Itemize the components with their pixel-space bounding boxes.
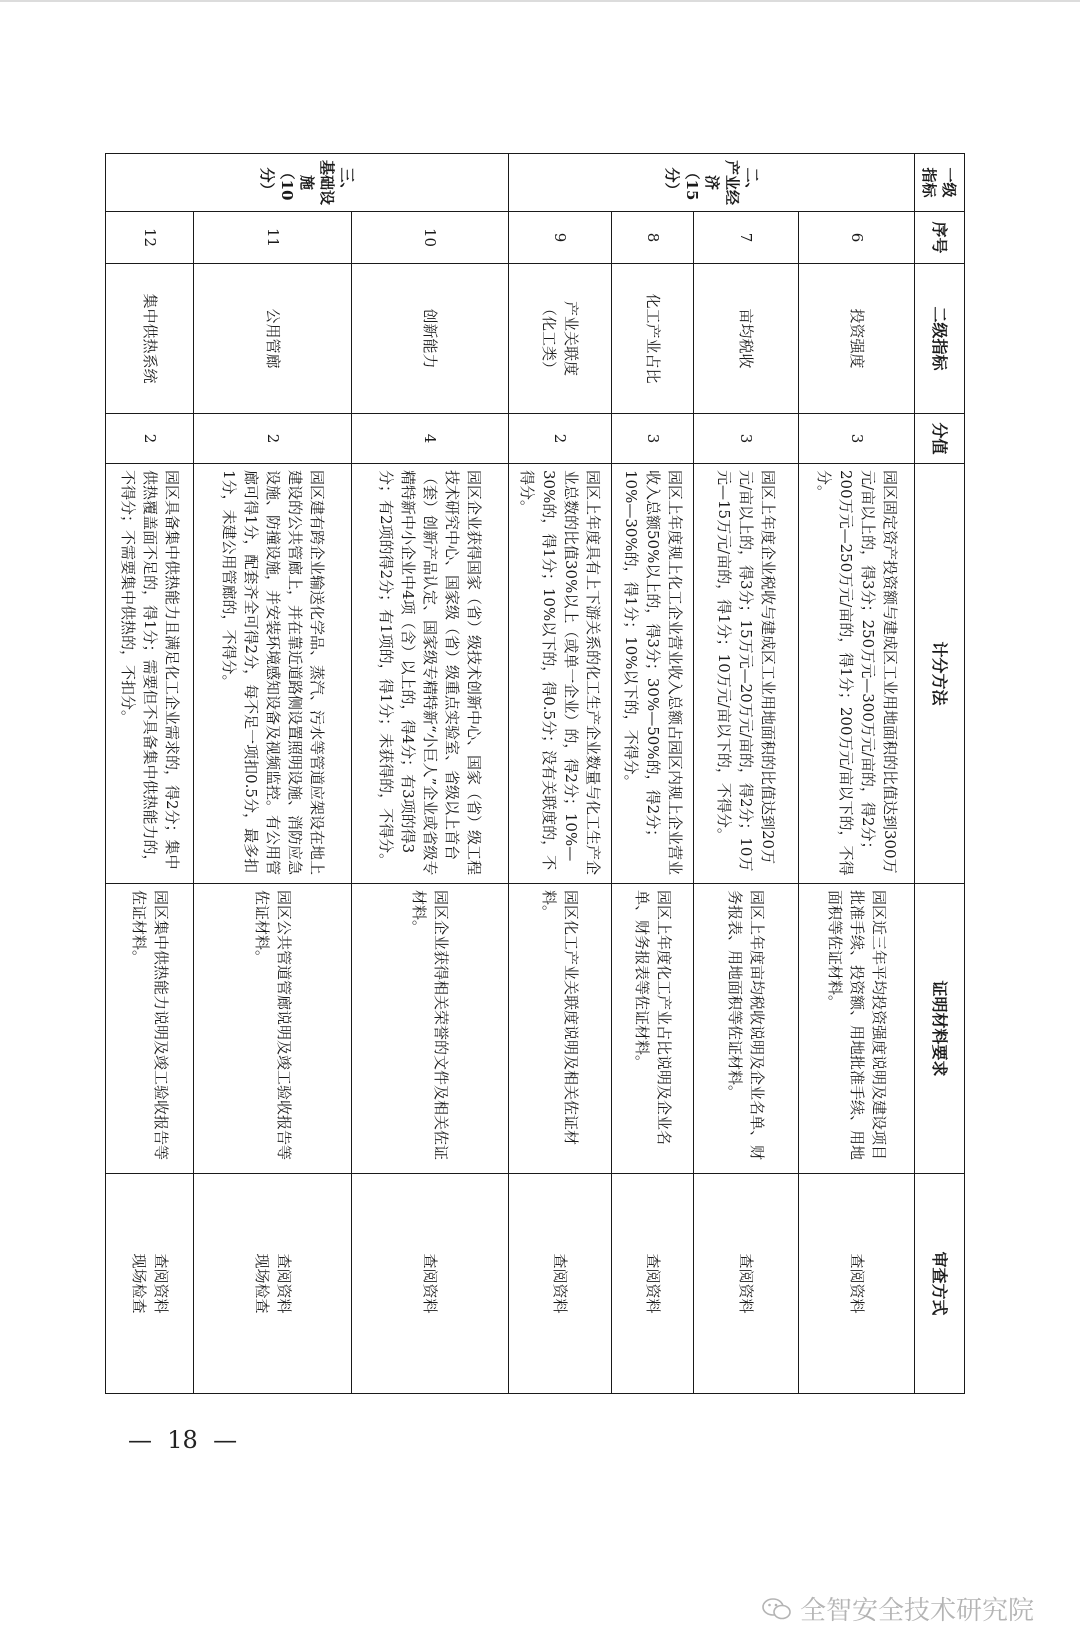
table-row (351, 154, 509, 1394)
row-seq: 6 (799, 212, 915, 264)
row-seq: 10 (351, 212, 509, 264)
row-score: 3 (694, 414, 799, 464)
header-method: 计分方法 (915, 464, 965, 884)
top-border (0, 0, 1080, 2)
row-method: 园区上年度企业税收与建成区工业用地面积的比值达到20万元/亩以上的，得3分；15万元—20万元/亩的，得2分；10万元—15万元/亩的，得1分；10万元/亩以下的，不得分。 (694, 464, 799, 884)
row-review: 查阅资料 (612, 1174, 694, 1394)
header-level1: 一级 指标 (915, 154, 965, 212)
dash-right: — (213, 1426, 238, 1454)
row-method: 园区建有跨企业输送化学品、蒸汽、污水等管道应架设在地上建设的公共管廊上，并在靠近道路侧设置照明设施、消防应急设施、防撞设施，并安装环境感知设备及视频监控。有公用管廊可得1分，配套齐全可得2分，每不足一项扣0.5分，最多扣1分，未建公用管廊的，不得分。 (194, 464, 352, 884)
row-seq: 11 (194, 212, 352, 264)
header-evidence: 证明材料要求 (915, 884, 965, 1174)
header-level2: 二级指标 (915, 264, 965, 414)
row-evidence: 园区集中供热能力说明及竣工验收报告等佐证材料。 (106, 884, 194, 1174)
header-seq: 序号 (915, 212, 965, 264)
row-level2: 集中供热系统 (106, 264, 194, 414)
row-evidence: 园区近三年平均投资强度说明及建设项目批准手续、投资额、用地批准手续、用地面积等佐证材料。 (799, 884, 915, 1174)
row-score: 2 (509, 414, 612, 464)
row-score: 2 (194, 414, 352, 464)
row-review: 查阅资料 (509, 1174, 612, 1394)
row-score: 4 (351, 414, 509, 464)
row-seq: 7 (694, 212, 799, 264)
dash-left: — (128, 1426, 152, 1454)
row-score: 3 (612, 414, 694, 464)
row-level2: 公用管廊 (194, 264, 352, 414)
row-review: 查阅资料 (351, 1174, 509, 1394)
header-score: 分值 (915, 414, 965, 464)
row-method: 园区固定资产投资额与建成区工业用地面积的比值达到300万元/亩以上的，得3分；250万元—300万元/亩的，得2分；200万元—250万元/亩的，得1分；200万元/亩以下的，不得分。 (799, 464, 915, 884)
row-score: 2 (106, 414, 194, 464)
row-review: 查阅资料 现场检查 (194, 1174, 352, 1394)
table-row (799, 154, 915, 1394)
row-review: 查阅资料 (799, 1174, 915, 1394)
row-method: 园区上年度规上化工企业营业收入总额占园区内规上企业营业收入总额50%以上的，得3分；30%—50%的，得2分；10%—30%的，得1分；10%以下的，不得分。 (612, 464, 694, 884)
group-infrastructure: 三、 基础设施 （10分） (106, 154, 509, 212)
table-row (509, 154, 612, 1394)
row-method: 园区具备集中供热能力且满足化工企业需求的，得2分；集中供热覆盖面不足的，得1分；需要但不具备集中供热能力的，不得分；不需要集中供热的，不扣分。 (106, 464, 194, 884)
row-level2: 投资强度 (799, 264, 915, 414)
evaluation-table (105, 153, 965, 1394)
row-review: 查阅资料 现场检查 (106, 1174, 194, 1394)
header-row (915, 154, 965, 1394)
row-evidence: 园区公共管道管廊说明及竣工验收报告等佐证材料。 (194, 884, 352, 1174)
row-level2: 亩均税收 (694, 264, 799, 414)
row-review: 查阅资料 (694, 1174, 799, 1394)
row-evidence: 园区企业获得相关荣誉的文件及相关佐证材料。 (351, 884, 509, 1174)
header-review: 审查方式 (915, 1174, 965, 1394)
table-row (694, 154, 799, 1394)
row-method: 园区企业获得国家（省）级技术创新中心、国家（省）级工程技术研究中心、国家级（省）级重点实验室、省级以上首台（套）创新产品认定、国家级专精特新“小巨人”企业或省级专精特新中小企业中4项（含）以上的，得4分；有3项的得3分；有2项的得2分；有1项的，得1分；未获得的，不得分。 (351, 464, 509, 884)
table-row (106, 154, 194, 1394)
watermark (762, 1590, 1034, 1627)
row-seq: 12 (106, 212, 194, 264)
row-method: 园区上年度具有上下游关系的化工生产企业数量与化工生产企业总数的比值30%以上（或单一企业）的，得2分；10%—30%的，得1分；10%以下的，得0.5分；没有关联度的，不得分。 (509, 464, 612, 884)
page-number-value: 18 (167, 1426, 198, 1454)
page-number (128, 1426, 237, 1454)
rotated-table-container (105, 153, 965, 1393)
row-evidence: 园区上年度亩均税收说明及企业名单、财务报表、用地面积等佐证材料。 (694, 884, 799, 1174)
row-level2: 创新能力 (351, 264, 509, 414)
row-level2: 产业关联度 （化工类） (509, 264, 612, 414)
wechat-icon (762, 1597, 792, 1621)
table-row (194, 154, 352, 1394)
row-score: 3 (799, 414, 915, 464)
watermark-text: 全智安全技术研究院 (800, 1596, 1035, 1626)
row-evidence: 园区化工产业关联度说明及相关佐证材料。 (509, 884, 612, 1174)
group-industrial-economy: 二、 产业经济 （15分） (509, 154, 915, 212)
row-evidence: 园区上年度化工产业占比说明及企业名单、财务报表等佐证材料。 (612, 884, 694, 1174)
row-level2: 化工产业占比 (612, 264, 694, 414)
row-seq: 9 (509, 212, 612, 264)
row-seq: 8 (612, 212, 694, 264)
table-row (612, 154, 694, 1394)
